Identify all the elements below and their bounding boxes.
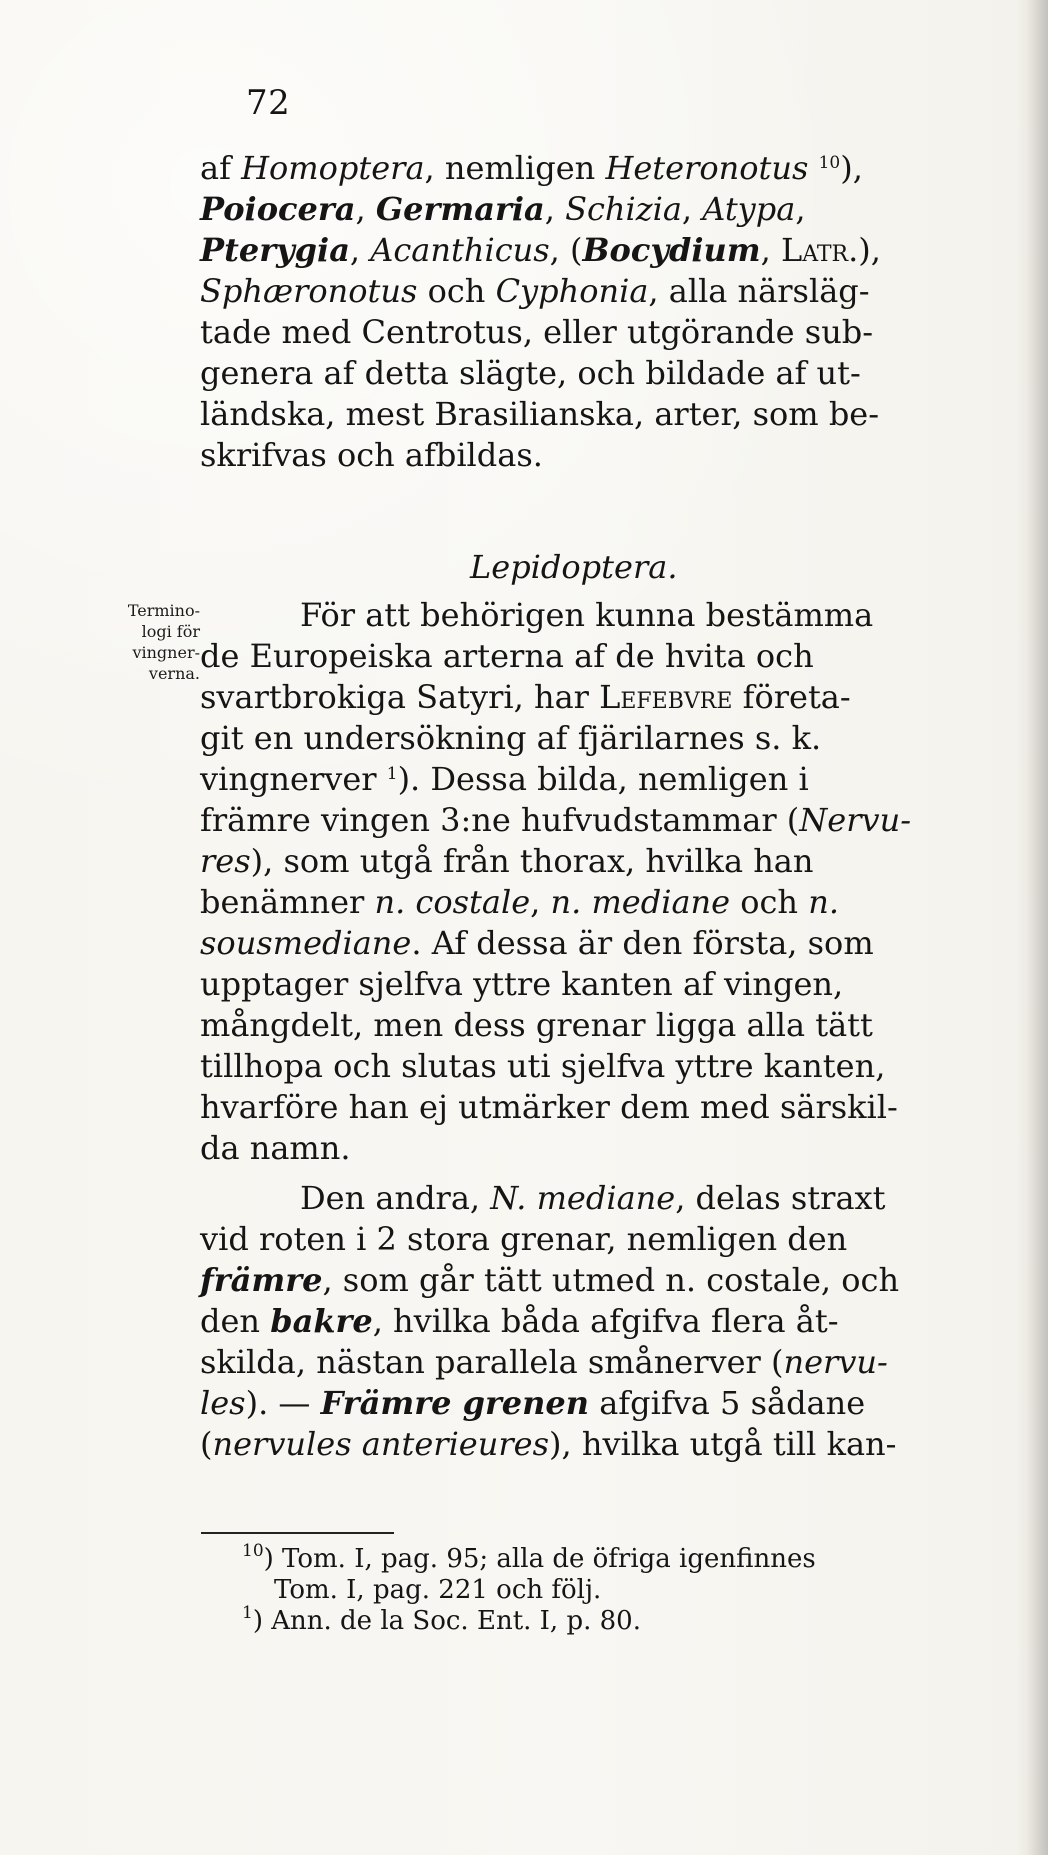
text-line [200, 189, 970, 230]
text-run: ), hvilka utgå till kan- [549, 1425, 897, 1463]
text-line [200, 1260, 970, 1301]
taxon-name: Pterygia [200, 231, 350, 269]
text-line [200, 923, 970, 964]
text-run: ). — [245, 1384, 321, 1422]
term: nervules anterieures [212, 1425, 549, 1463]
term: n. [808, 883, 839, 921]
text-run: vingnerver [200, 760, 387, 798]
text-run: afgifva 5 sådane [589, 1384, 866, 1422]
text-run: , hvilka båda afgifva flera åt- [372, 1302, 839, 1340]
text-run: , delas straxt [675, 1179, 886, 1217]
text-run: , alla närsläg- [648, 272, 870, 310]
term: res [200, 842, 251, 880]
text-line [200, 1342, 970, 1383]
footnote-text: ) Tom. I, pag. 95; alla de öfriga igenfinnes [263, 1544, 816, 1574]
text-run [808, 149, 818, 187]
term: sousmediane [200, 924, 412, 962]
text-line [200, 148, 970, 189]
text-run: Den andra, [300, 1179, 491, 1217]
taxon-name: Homoptera [241, 149, 425, 187]
term: n. mediane [550, 883, 731, 921]
text-run: , [349, 231, 371, 269]
page-edge-shadow [1016, 0, 1048, 1855]
footnote-rule [201, 1532, 394, 1534]
footnote-line [242, 1603, 962, 1637]
text-line: de Europeiska arterna af de hvita och [200, 637, 814, 675]
text-run: , [530, 883, 551, 921]
taxon-name: Germaria [375, 190, 545, 228]
text-run: främre vingen 3:ne hufvudstammar ( [200, 801, 800, 839]
text-line [200, 841, 970, 882]
footnote-text: ) Ann. de la Soc. Ent. I, p. 80. [252, 1606, 641, 1636]
text-run: , [544, 190, 566, 228]
text-line [200, 1383, 970, 1424]
text-run: den [200, 1302, 271, 1340]
footnote-marker: 1 [242, 1603, 253, 1623]
text-line: da namn. [200, 1129, 351, 1167]
margin-note-line: logi för [141, 622, 200, 641]
taxon-name: Sphæronotus [200, 272, 418, 310]
taxon-name: Schizia [565, 190, 682, 228]
page-number: 72 [246, 83, 291, 123]
text-run: , nemligen [424, 149, 606, 187]
taxon-name: Poiocera [200, 190, 356, 228]
author-name: Lefebvre [599, 678, 733, 716]
text-line: vid roten i 2 stora grenar, nemligen den [200, 1220, 848, 1258]
text-line [200, 882, 970, 923]
text-line: upptager sjelfva yttre kanten af vingen, [200, 965, 844, 1003]
text-line: hvarföre han ej utmärker dem med särskil- [200, 1088, 898, 1126]
footnotes [242, 1541, 962, 1637]
text-run: , som går tätt utmed n. costale, och [322, 1261, 900, 1299]
term: mediane [536, 1179, 676, 1217]
paragraph-homoptera [200, 148, 970, 476]
text-run: , [795, 190, 806, 228]
taxon-name: Acanthicus [370, 231, 550, 269]
text-run: af [200, 149, 242, 187]
text-line: tillhopa och slutas uti sjelfva yttre kanten, [200, 1047, 886, 1085]
text-run [526, 1179, 536, 1217]
text-run: ), som utgå från thorax, hvilka han [250, 842, 814, 880]
margin-note-line: verna. [148, 664, 200, 683]
margin-note-line: vingner- [132, 643, 200, 662]
term: Nervu- [799, 801, 911, 839]
text-run: svartbrokiga Satyri, har [200, 678, 600, 716]
term: främre [200, 1261, 323, 1299]
text-line [200, 271, 970, 312]
text-run: skilda, nästan parallela smånerver ( [200, 1343, 784, 1381]
text-run: företa- [732, 678, 851, 716]
text-run: , [760, 231, 781, 269]
paragraph-mediane [200, 1178, 970, 1465]
text-run: . Af dessa är den första, som [411, 924, 874, 962]
text-run: , [355, 190, 376, 228]
text-line [200, 759, 970, 800]
text-run: ), [840, 149, 863, 187]
text-line: skrifvas och afbildas. [200, 436, 543, 474]
term: n. costale [374, 883, 531, 921]
footnote-line: Tom. I, pag. 221 och följ. [274, 1575, 602, 1605]
text-line: mångdelt, men dess grenar ligga alla tätt [200, 1006, 873, 1044]
footnote-reference: 10 [818, 153, 841, 173]
text-line [200, 1424, 970, 1465]
text-line: För att behörigen kunna bestämma [300, 596, 874, 634]
taxon-name: Atypa [702, 190, 796, 228]
text-run: och [417, 272, 496, 310]
term: bakre [270, 1302, 373, 1340]
text-line [200, 1301, 970, 1342]
text-line [200, 230, 970, 271]
text-run: ). Dessa bilda, nemligen i [397, 760, 809, 798]
taxon-name: Bocydium [582, 231, 761, 269]
margin-note-line: Termino- [127, 601, 200, 620]
footnote-reference: 1 [386, 764, 398, 784]
text-line [300, 1178, 970, 1219]
text-line [200, 677, 970, 718]
text-line: ländska, mest Brasilianska, arter, som be- [200, 395, 880, 433]
text-line: tade med Centrotus, eller utgörande sub- [200, 313, 874, 351]
text-line: genera af detta slägte, och bildade af ut- [200, 354, 861, 392]
text-run: .), [848, 231, 881, 269]
taxon-name: Cyphonia [495, 272, 649, 310]
term: les [200, 1384, 246, 1422]
section-heading: Lepidoptera. [470, 548, 678, 586]
text-run: och [730, 883, 809, 921]
term: nervu- [783, 1343, 888, 1381]
paragraph-terminology [200, 595, 970, 1169]
margin-note [104, 600, 200, 684]
term: Främre grenen [320, 1384, 590, 1422]
text-run: ( [200, 1425, 213, 1463]
taxon-name: Heteronotus [605, 149, 809, 187]
text-run: benämner [200, 883, 375, 921]
text-run: , [681, 190, 703, 228]
author-name: Latr [780, 231, 849, 269]
text-line [200, 800, 970, 841]
footnote-line [242, 1541, 962, 1575]
text-line: git en undersökning af fjärilarnes s. k. [200, 719, 822, 757]
text-run: , ( [549, 231, 583, 269]
term: N. [490, 1179, 527, 1217]
footnote-marker: 10 [242, 1541, 264, 1561]
